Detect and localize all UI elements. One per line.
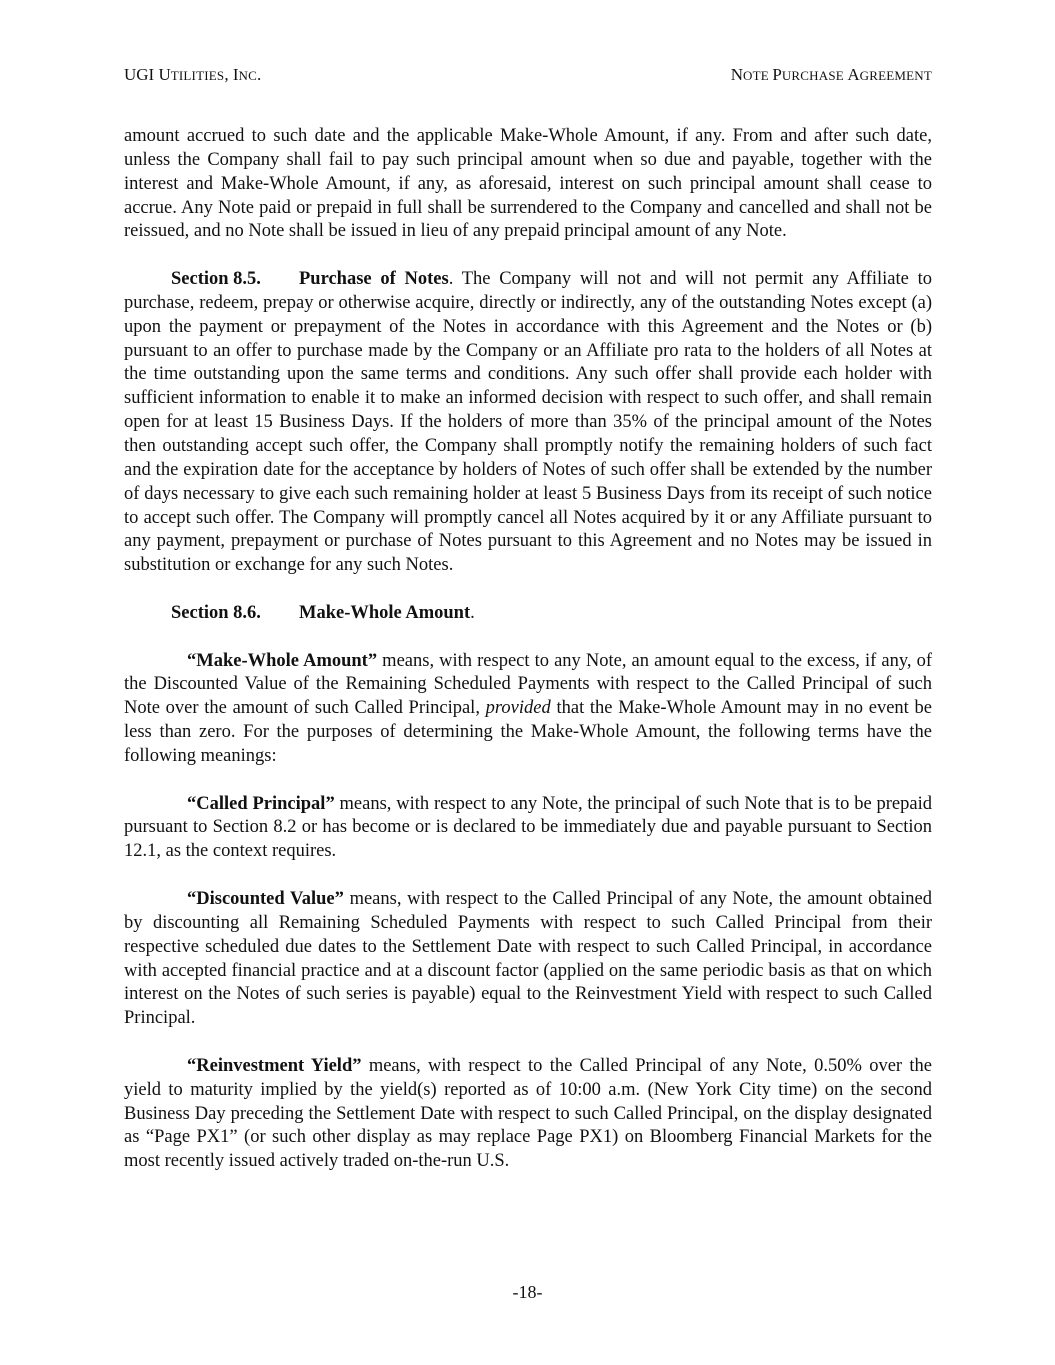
header-left-small: NC (238, 68, 257, 83)
definition-called-principal (124, 793, 932, 865)
definition-discounted-value (124, 888, 932, 1031)
header-right-small: GREEMENT (859, 68, 932, 83)
section-title-punct: . (470, 602, 475, 623)
definition-text: means, with respect to the Called Principal of any Note, 0.50% over the yield to maturity implied by the yield(s) reported as of 10:00 a.m. (New York City time) on the second Business Day preceding the Settlement Date with respect to such Called Principal, on the display designated as “Page PX1” (or such other display as may replace Page PX1) on Bloomberg Financial Markets for the most recently issued actively traded on-the-run U.S. (124, 1055, 932, 1172)
header-right-cap: P (772, 65, 782, 84)
header-right-cap: N (730, 65, 744, 84)
header-left-small: TILITIES (170, 68, 225, 83)
section-number: Section 8.6. (171, 602, 261, 623)
definition-text: that the Make-Whole Amount may in no event be less than zero. For the purposes of determining the Make-Whole Amount, the following terms have the following meanings: (124, 698, 932, 766)
defined-term: “Make-Whole Amount” (187, 650, 378, 671)
paragraph-continuation: amount accrued to such date and the applicable Make-Whole Amount, if any. From and after such date, unless the Company shall fail to pay such principal amount when so due and payable, together with the interest and Make-Whole Amount, if any, as aforesaid, interest on such principal amount shall cease to accrue. Any Note paid or prepaid in full shall be surrendered to the Company and cancelled and shall not be reissued, and no Note shall be issued in lieu of any prepaid principal amount of any Note. (124, 126, 932, 242)
section-title-punct: . (448, 269, 454, 290)
section-8-6-heading (124, 602, 932, 626)
section-title: Make-Whole Amount (299, 602, 471, 623)
definition-reinvestment-yield (124, 1055, 932, 1174)
section-8-5-paragraph (124, 268, 932, 578)
header-right-cap: A (847, 65, 860, 84)
definition-make-whole-amount (124, 650, 932, 769)
section-title: Purchase of Notes (299, 269, 449, 290)
header-left-tail: . (256, 65, 262, 84)
header-document-title (731, 64, 932, 87)
defined-term: “Reinvestment Yield” (187, 1055, 362, 1076)
header-left-cap: UGI U (124, 65, 171, 84)
header-left-cap: , I (224, 65, 239, 84)
header-right-small: URCHASE (781, 68, 848, 83)
section-text: The Company will not and will not permit any Affiliate to purchase, redeem, prepay or otherwise acquire, directly or indirectly, any of the outstanding Notes except (a) upon the payment or prepayment of the Notes in accordance with this Agreement and the Notes or (b) pursuant to an offer to purchase made by the Company or an Affiliate pro rata to the holders of all Notes at the time outstanding upon the same terms and conditions. Any such offer shall provide each holder with sufficient information to enable it to make an informed decision with respect to such offer, and shall remain open for at least 15 Business Days. If the holders of more than 35% of the principal amount of the Notes then outstanding accept such offer, the Company shall promptly notify the remaining holders of such fact and the expiration date for the acceptance by holders of Notes of such offer shall be extended by the number of days necessary to give each such remaining holder at least 5 Business Days from its receipt of such notice to accept such offer. The Company will promptly cancel all Notes acquired by it or any Affiliate pursuant to any payment, prepayment or purchase of Notes pursuant to this Agreement and no Notes may be issued in substitution or exchange for any such Notes. (124, 269, 932, 576)
section-number: Section 8.5. (171, 269, 261, 290)
header-right-small: OTE (743, 68, 773, 83)
page-number: -18- (512, 1282, 543, 1302)
document-body (124, 125, 932, 1198)
definition-text: means, with respect to any Note, an amount equal to the excess, if any, of the Discounted Value of the Remaining Scheduled Payments with respect to the Called Principal of such Note over the amount of such Called Principal, (124, 650, 933, 719)
definition-text: means, with respect to any Note, the principal of such Note that is to be prepaid pursuant to Section 8.2 or has become or is declared to be immediately due and payable pursuant to Section 12.1, as the context requires. (124, 793, 932, 862)
defined-term: “Called Principal” (187, 793, 335, 814)
header-company-name (124, 64, 261, 87)
defined-term: “Discounted Value” (187, 889, 344, 909)
definition-italic: provided (485, 698, 551, 719)
definition-text: means, with respect to the Called Principal of any Note, the amount obtained by discounting all Remaining Scheduled Payments with respect to such Called Principal from their respective scheduled due dates to the Settlement Date with respect to such Called Principal, in accordance with accepted financial practice and at a discount factor (applied on the same periodic basis as that on which interest on the Notes of such series is payable) equal to the Reinvestment Yield with respect to such Called Principal. (124, 889, 932, 1029)
